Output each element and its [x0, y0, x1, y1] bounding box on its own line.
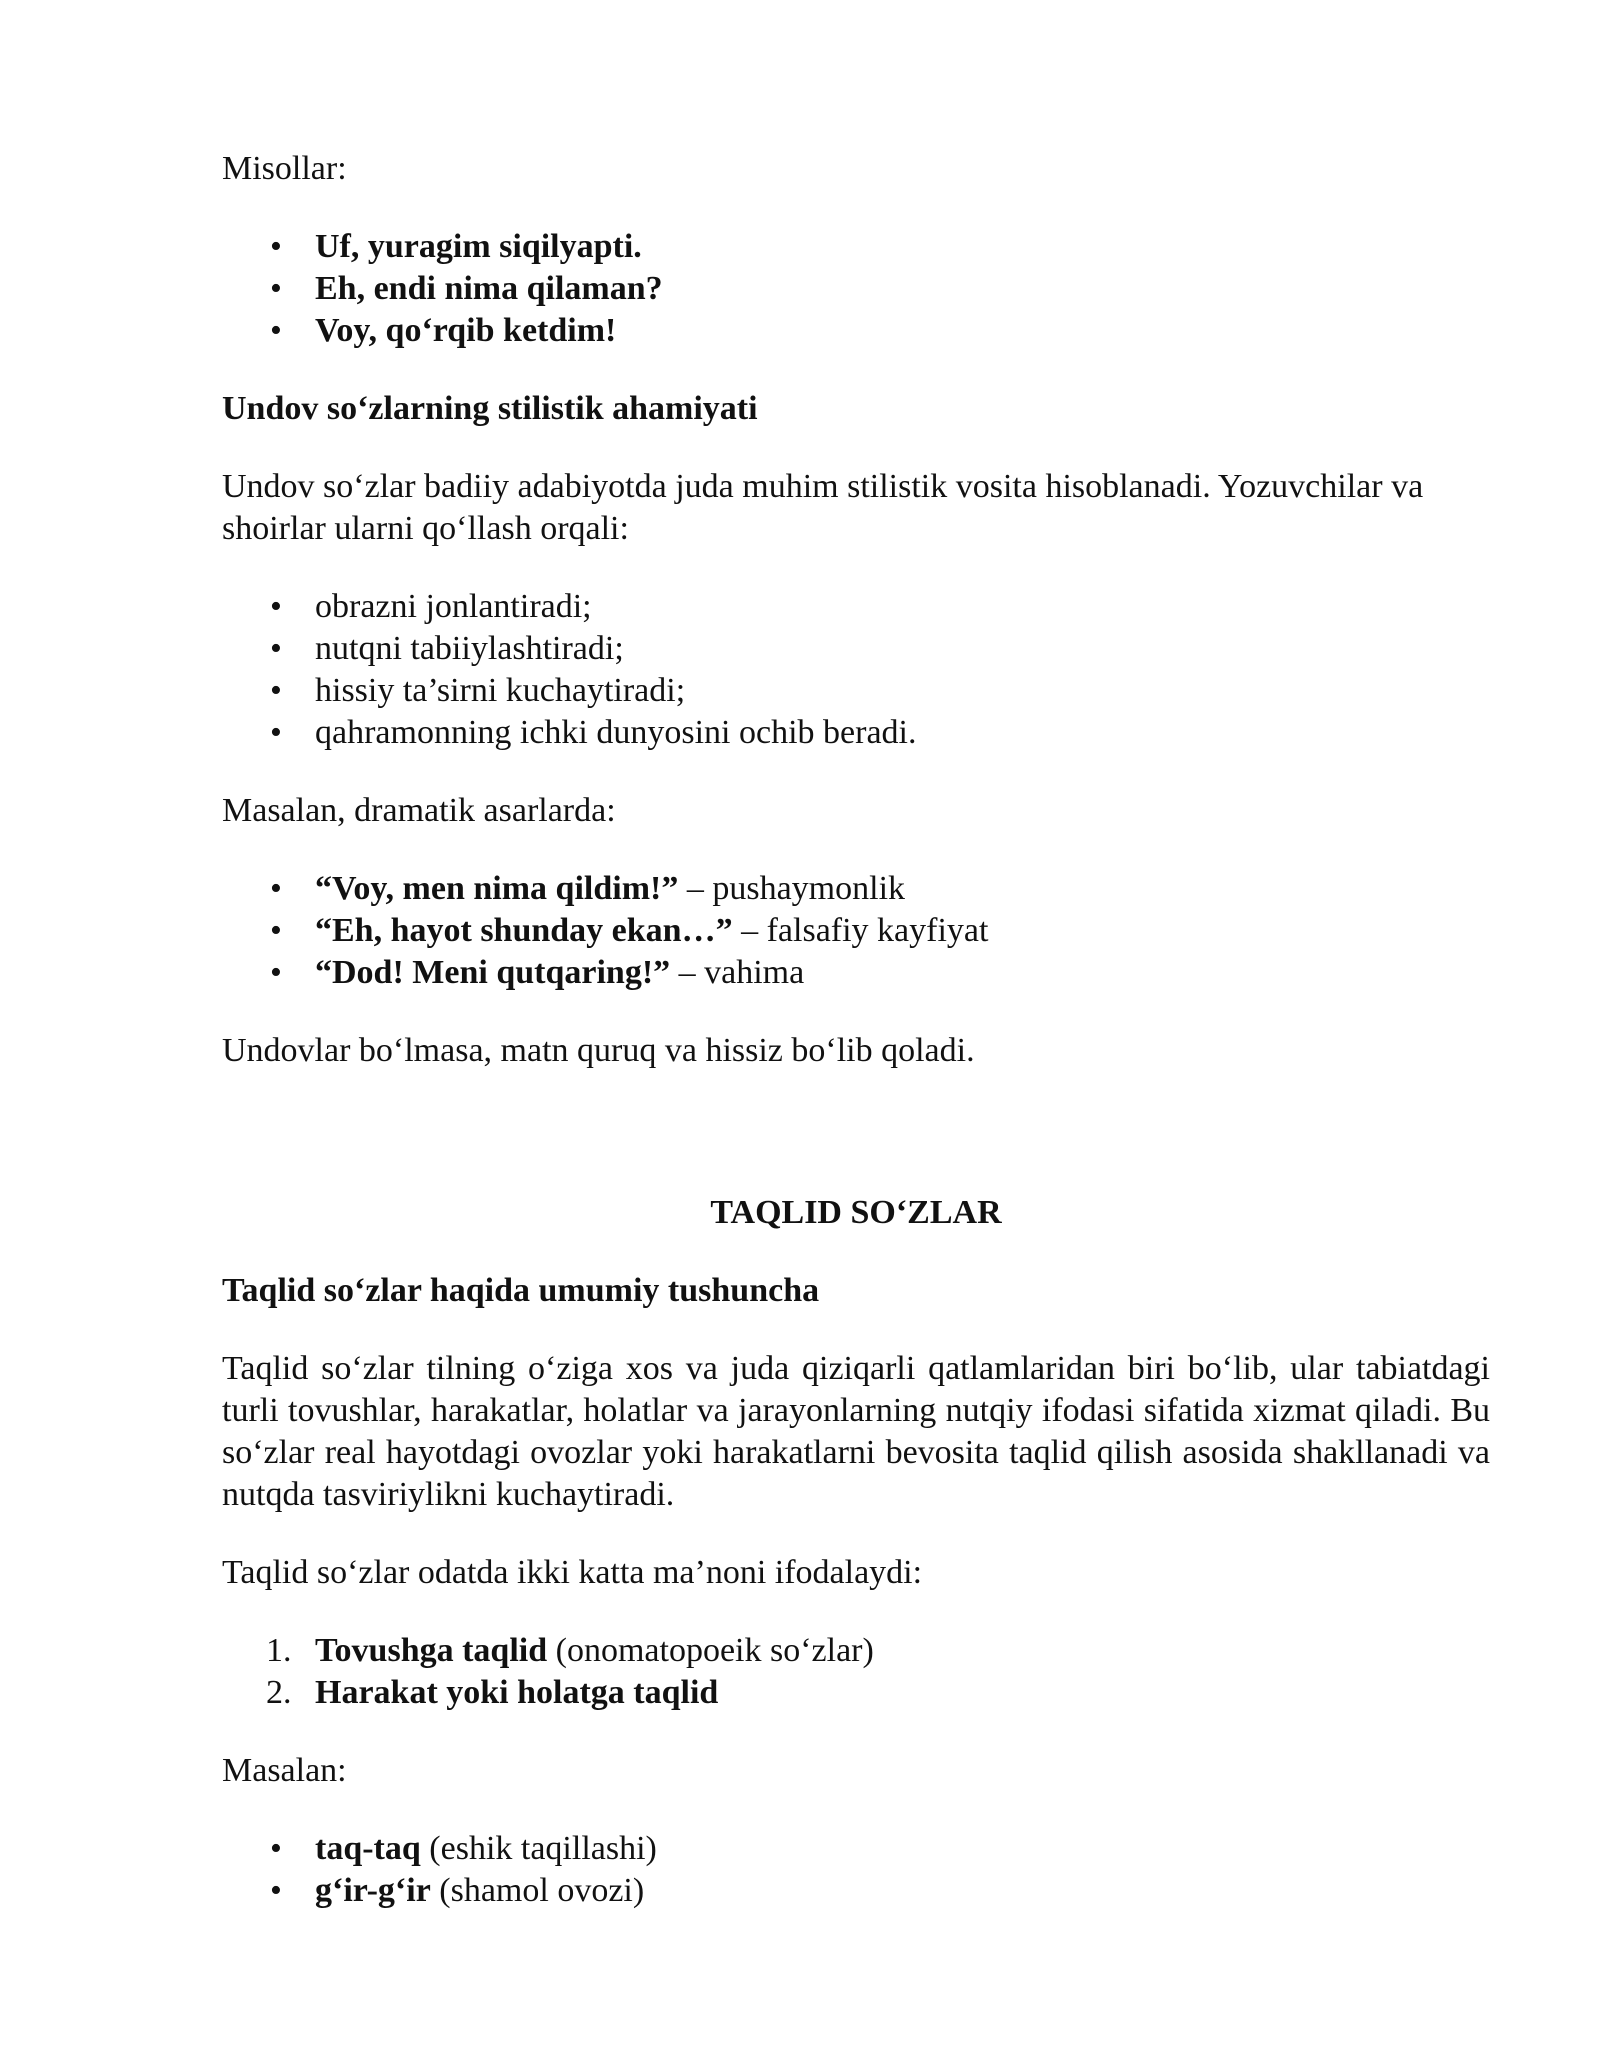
- example-text: Eh, endi nima qilaman?: [315, 270, 663, 307]
- stylistic-list: [222, 586, 1490, 754]
- list-number: 2.: [266, 1674, 292, 1711]
- examples-label: Misollar:: [222, 150, 347, 187]
- list-item-text: qahramonning ichki dunyosini ochib beradi.: [315, 714, 917, 751]
- bullet-icon: •: [270, 630, 282, 667]
- bullet-icon: •: [270, 870, 282, 907]
- list-item: [222, 628, 1490, 670]
- list-item: [222, 670, 1490, 712]
- list-item: [222, 1672, 1490, 1714]
- quote-text: “Voy, men nima qildim!”: [315, 870, 679, 907]
- example-text: Uf, yuragim siqilyapti.: [315, 228, 642, 265]
- bullet-icon: •: [270, 312, 282, 349]
- quote-meaning: – pushaymonlik: [678, 870, 906, 907]
- paragraph-dramatic: Masalan, dramatik asarlarda:: [222, 792, 616, 829]
- list-item: [222, 1630, 1490, 1672]
- bullet-icon: •: [270, 714, 282, 751]
- term-text: taq-taq: [315, 1830, 421, 1867]
- paragraph-taqlid-meanings: Taqlid so‘zlar odatda ikki katta ma’noni ifodalaydi:: [222, 1554, 923, 1591]
- sound-list: [222, 1828, 1490, 1912]
- list-item: [222, 1828, 1490, 1870]
- bullet-icon: •: [270, 1830, 282, 1867]
- meanings-list: [222, 1630, 1490, 1714]
- paragraph-masalan: Masalan:: [222, 1752, 347, 1789]
- paragraph-without: Undovlar bo‘lmasa, matn quruq va hissiz bo‘lib qoladi.: [222, 1032, 975, 1069]
- term-note: (shamol ovozi): [430, 1872, 645, 1909]
- list-item-text: hissiy ta’sirni kuchaytiradi;: [315, 672, 686, 709]
- term-note: (onomatopoeik so‘zlar): [547, 1632, 874, 1669]
- list-item: [222, 310, 1490, 352]
- bullet-icon: •: [270, 1872, 282, 1909]
- list-number: 1.: [266, 1632, 292, 1669]
- list-item: [222, 910, 1490, 952]
- example-text: Voy, qo‘rqib ketdim!: [315, 312, 617, 349]
- term-text: Harakat yoki holatga taqlid: [315, 1674, 719, 1711]
- term-text: Tovushga taqlid: [315, 1632, 548, 1669]
- bullet-icon: •: [270, 588, 282, 625]
- list-item: [222, 268, 1490, 310]
- section-heading-general: Taqlid so‘zlar haqida umumiy tushuncha: [222, 1272, 820, 1309]
- paragraph-stylistic: Undov so‘zlar badiiy adabiyotda juda muhim stilistik vosita hisoblanadi. Yozuvchilar va shoirlar ularni qo‘llash orqali:: [222, 468, 1424, 547]
- bullet-icon: •: [270, 270, 282, 307]
- bullet-icon: •: [270, 672, 282, 709]
- list-item: [222, 1870, 1490, 1912]
- bullet-icon: •: [270, 228, 282, 265]
- list-item: [222, 868, 1490, 910]
- bullet-icon: •: [270, 912, 282, 949]
- section-heading-stylistic: Undov so‘zlarning stilistik ahamiyati: [222, 390, 758, 427]
- quote-meaning: – vahima: [670, 954, 805, 991]
- list-item-text: nutqni tabiiylashtiradi;: [315, 630, 624, 667]
- quote-meaning: – falsafiy kayfiyat: [732, 912, 989, 949]
- paragraph-taqlid-intro: Taqlid so‘zlar tilning o‘ziga xos va juda qiziqarli qatlamlaridan biri bo‘lib, ular tabiatdagi turli tovushlar, harakatlar, holatlar va jarayonlarning nutqiy ifodasi sifatida xizmat qiladi. Bu so‘zlar real hayotdagi ovozlar yoki harakatlarni bevosita taqlid qilish asosida shakllanadi va nutqda tasviriylikni kuchaytiradi.: [222, 1350, 1490, 1513]
- term-note: (eshik taqillashi): [420, 1830, 657, 1867]
- list-item: [222, 226, 1490, 268]
- bullet-icon: •: [270, 954, 282, 991]
- chapter-title: TAQLID SO‘ZLAR: [710, 1194, 1002, 1231]
- list-item: [222, 952, 1490, 994]
- term-text: g‘ir-g‘ir: [315, 1872, 431, 1909]
- examples-list: [222, 226, 1490, 352]
- list-item-text: obrazni jonlantiradi;: [315, 588, 592, 625]
- list-item: [222, 586, 1490, 628]
- quote-text: “Eh, hayot shunday ekan…”: [315, 912, 733, 949]
- list-item: [222, 712, 1490, 754]
- dramatic-list: [222, 868, 1490, 994]
- quote-text: “Dod! Meni qutqaring!”: [315, 954, 671, 991]
